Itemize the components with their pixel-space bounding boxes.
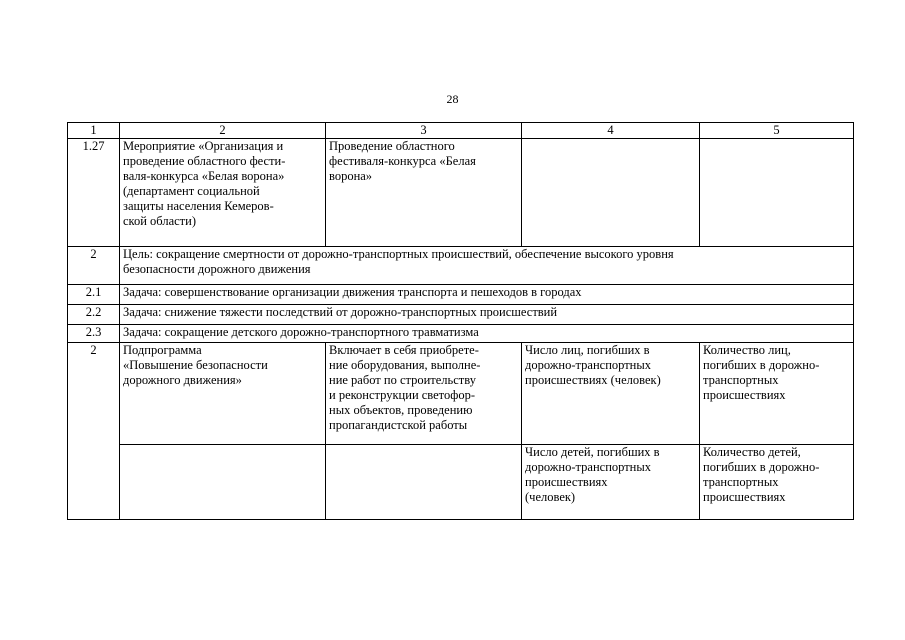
indicator-cell: Число лиц, погибших в дорожно-транспортных происшествиях (человек) [522, 343, 700, 445]
indicator-name-cell: Количество лиц, погибших в дорожно- транспортных происшествиях [700, 343, 854, 445]
table-row-goal [68, 247, 854, 285]
subprogram-description: Включает в себя приобрете- ние оборудования, выполне- ние работ по строительству и реконструкции светофор- ных объектов, проведению пропагандистской работы [326, 343, 522, 445]
table-row-2-1 [68, 285, 854, 305]
subprogram-description [326, 445, 522, 520]
indicator-cell: Число детей, погибших в дорожно-транспортных происшествиях (человек) [522, 445, 700, 520]
row-number: 2.2 [68, 305, 120, 325]
task-text: Задача: снижение тяжести последствий от дорожно-транспортных происшествий [120, 305, 854, 325]
indicator-name-cell [700, 139, 854, 247]
header-cell-3: 3 [326, 123, 522, 139]
row-number: 2 [68, 343, 120, 520]
row-number: 1.27 [68, 139, 120, 247]
header-row [68, 123, 854, 139]
table-row-1-27 [68, 139, 854, 247]
row-number: 2.3 [68, 325, 120, 343]
page-number: 28 [446, 92, 459, 106]
indicator-cell [522, 139, 700, 247]
header-cell-4: 4 [522, 123, 700, 139]
subprogram-name: Подпрограмма «Повышение безопасности дорожного движения» [120, 343, 326, 445]
table-row-subprogram-2 [68, 445, 854, 520]
task-text: Задача: совершенствование организации движения транспорта и пешеходов в городах [120, 285, 854, 305]
header-cell-5: 5 [700, 123, 854, 139]
header-cell-2: 2 [120, 123, 326, 139]
header-cell-1: 1 [68, 123, 120, 139]
measure-name: Мероприятие «Организация и проведение областного фести- валя-конкурса «Белая ворона» (департамент социальной защиты населения Кемеров- ской области) [120, 139, 326, 247]
goal-text: Цель: сокращение смертности от дорожно-транспортных происшествий, обеспечение высокого уровня безопасности дорожного движения [120, 247, 854, 285]
task-text: Задача: сокращение детского дорожно-транспортного травматизма [120, 325, 854, 343]
indicator-name-cell: Количество детей, погибших в дорожно- транспортных происшествиях [700, 445, 854, 520]
table-row-2-3 [68, 325, 854, 343]
subprogram-name [120, 445, 326, 520]
row-number: 2.1 [68, 285, 120, 305]
table-row-2-2 [68, 305, 854, 325]
program-table [67, 122, 854, 520]
measure-description: Проведение областного фестиваля-конкурса «Белая ворона» [326, 139, 522, 247]
row-number: 2 [68, 247, 120, 285]
table-row-subprogram [68, 343, 854, 445]
